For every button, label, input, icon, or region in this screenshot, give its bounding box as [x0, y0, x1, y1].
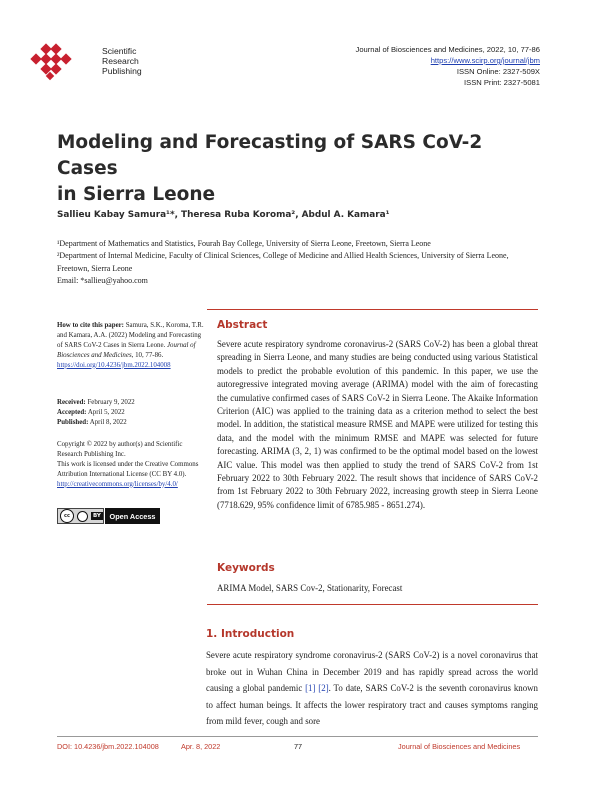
paper-title — [57, 130, 537, 208]
license-block — [57, 440, 205, 490]
affiliation-1: ¹Department of Mathematics and Statistics, Fourah Bay College, University of Sierra Leone, Freetown, Sierra Leone — [57, 239, 431, 248]
publisher-line: Publishing — [102, 66, 142, 76]
person-icon — [77, 511, 88, 522]
citation-block — [57, 321, 205, 371]
abstract-bottom-rule — [207, 604, 538, 605]
affiliation-2: ²Department of Internal Medicine, Faculty of Clinical Sciences, College of Medicine and Allied Health Sciences, University of Sierra Leone, Freetown, Sierra Leone — [57, 251, 509, 273]
dates-block — [57, 398, 205, 428]
publisher-line: Research — [102, 56, 139, 66]
cite-volume: , 10, 77-86. — [131, 351, 164, 359]
open-access-badge: Open Access — [105, 508, 160, 524]
publisher-name — [102, 46, 142, 76]
issn-online: ISSN Online: 2327-509X — [456, 67, 540, 76]
footer-rule — [57, 736, 538, 737]
published-label: Published: — [57, 418, 89, 426]
abstract-top-rule — [207, 309, 538, 310]
cite-text: Samura, S.K., Koroma, T.R. and Kamara, A.A. (2022) Modeling and Forecasting of SARS CoV-2 Cases in Sierra Leone. — [57, 322, 204, 349]
received-label: Received: — [57, 399, 86, 406]
scirp-logo — [28, 43, 98, 83]
footer-date: Apr. 8, 2022 — [181, 742, 221, 751]
intro-text — [206, 647, 538, 730]
abstract-heading: Abstract — [217, 319, 268, 331]
journal-info — [356, 44, 540, 88]
cite-journal: Journal of Biosciences and Medicines — [57, 341, 196, 359]
reference-link[interactable]: [2] — [318, 683, 329, 694]
keywords-text: ARIMA Model, SARS Cov-2, Stationarity, Forecast — [217, 583, 403, 593]
accepted-label: Accepted: — [57, 408, 87, 416]
title-line: in Sierra Leone — [57, 184, 216, 205]
received-date: February 9, 2022 — [87, 399, 135, 406]
footer-journal: Journal of Biosciences and Medicines — [398, 742, 521, 751]
author-email: Email: *sallieu@yahoo.com — [57, 276, 148, 285]
doi-link[interactable]: https://doi.org/10.4236/jbm.2022.104008 — [57, 361, 171, 369]
journal-citation: Journal of Biosciences and Medicines, 2022, 10, 77-86 — [355, 45, 540, 54]
affiliations — [57, 238, 537, 275]
page-number: 77 — [294, 742, 303, 751]
journal-url-link[interactable]: https://www.scirp.org/journal/jbm — [430, 56, 540, 65]
copyright-text: Copyright © 2022 by author(s) and Scientific Research Publishing Inc. — [57, 441, 183, 458]
issn-print: ISSN Print: 2327-5081 — [464, 78, 540, 87]
footer-doi: DOI: 10.4236/jbm.2022.104008 — [57, 742, 159, 751]
published-date: April 8, 2022 — [89, 418, 127, 426]
authors: Sallieu Kabay Samura¹*, Theresa Ruba Koroma², Abdul A. Kamara¹ — [57, 210, 390, 220]
license-text: This work is licensed under the Creative Commons Attribution International License (CC BY 4.0). — [57, 460, 199, 478]
license-link[interactable]: http://creativecommons.org/licenses/by/4.0/ — [57, 480, 178, 488]
reference-link[interactable]: [1] — [305, 683, 316, 694]
cite-label: How to cite this paper: — [57, 322, 124, 329]
intro-text-a: Severe acute respiratory syndrome coronavirus-2 (SARS CoV-2) is a novel coronavirus that broke out in Wuhan China in December 2019 and has rapidly spread across the world causing a global pandemic — [206, 650, 538, 694]
intro-text-b: . To date, SARS CoV-2 is the seventh coronavirus known to affect human beings. It affects the lower respiratory tract and causes symptoms ranging from mild fever, cough and sore — [206, 683, 538, 727]
abstract-text: Severe acute respiratory syndrome coronavirus-2 (SARS CoV-2) has been a global threat spreading in Sierra Leone, and many studies are being conducted using various Statistical models to predict the probable evolution of this pandemic. In this paper, we use the autoregressive integrated moving average (ARIMA) model with the aim of forecasting the cumulative confirmed cases of SARS CoV-2 in Sierra Leone. The Akaike Information Criterion (AIC) was applied to the training data as a criterion method to select the best model. In addition, the statistical measure RMSE and MAPE were utilized for testing this data, and the model with the minimum RMSE and MAPE was selected for future forecasting. ARIMA (3, 2, 1) was confirmed to be the optimal model based on the lowest AIC value. This model was then applied to study the trend of SARS CoV-2 from 1st February 2022 to 30th February 2022. The result shows that incidence of SARS CoV-2 from 1st February 2022 to 30th February 2022, increasing growth steep in Sierra Leone (7718.629, 95% confidence limit of 6785.985 - 8651.274). — [217, 339, 538, 510]
cc-by-label: BY — [93, 513, 101, 519]
title-line: Modeling and Forecasting of SARS CoV-2 Cases — [57, 132, 483, 179]
publisher-line: Scientific — [102, 46, 137, 56]
intro-heading: 1. Introduction — [206, 628, 295, 640]
cc-by-badge[interactable] — [57, 508, 104, 524]
keywords-heading: Keywords — [217, 562, 275, 574]
cc-icon: cc — [60, 509, 74, 523]
accepted-date: April 5, 2022 — [87, 408, 125, 416]
